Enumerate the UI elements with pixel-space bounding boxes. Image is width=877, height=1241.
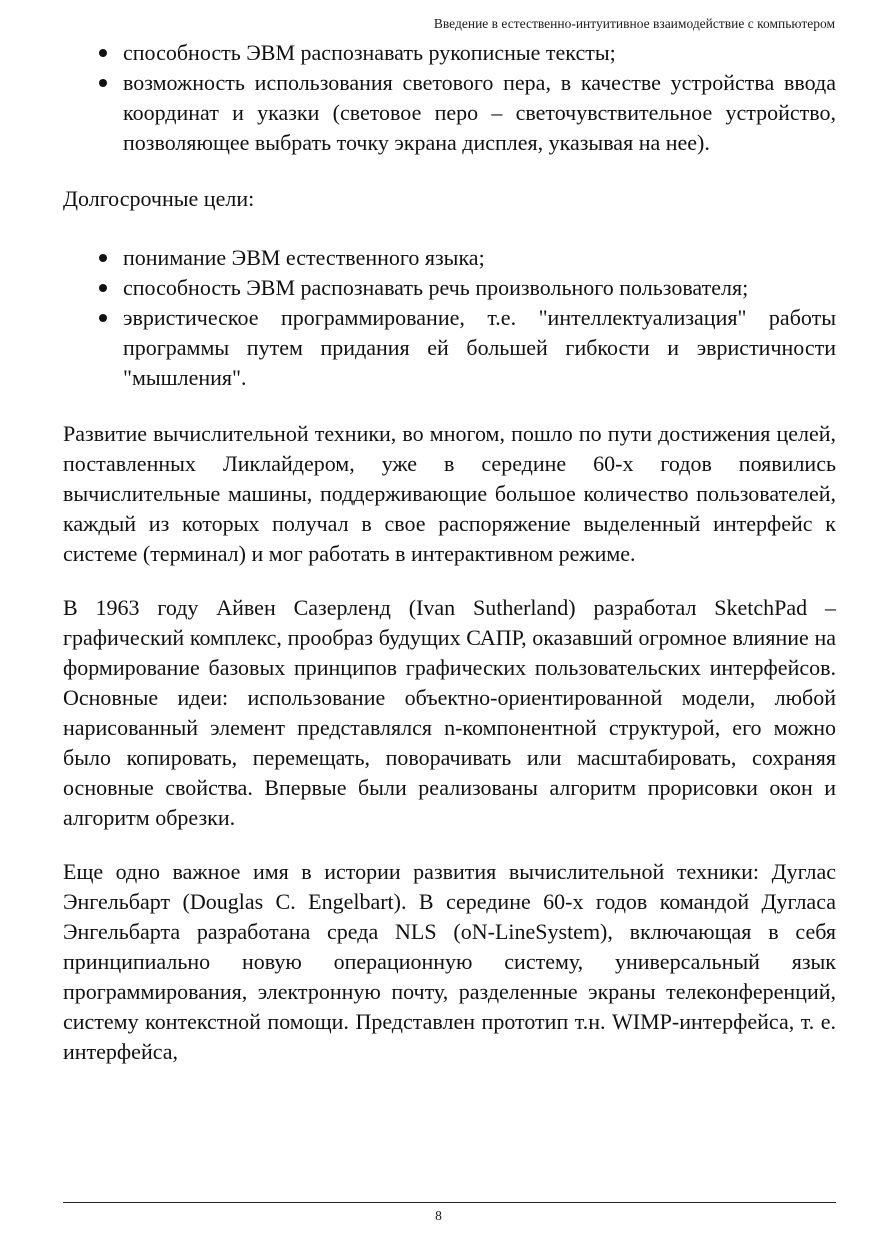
page-body — [63, 38, 836, 1067]
list-item-text: способность ЭВМ распознавать рукописные тексты; — [123, 40, 616, 65]
list-item — [123, 273, 836, 303]
bullet-icon — [99, 314, 107, 322]
paragraph: Развитие вычислительной техники, во многом, пошло по пути достижения целей, поставленных Ликлайдером, уже в середине 60-х годов появились вычислительные машины, поддерживающие большое количество пользователей, каждый из которых получал в свое распоряжение выделенный интерфейс к системе (терминал) и мог работать в интерактивном режиме. — [63, 421, 836, 566]
paragraph: Еще одно важное имя в истории развития вычислительной техники: Дуглас Энгельбарт (Douglas C. Engelbart). В середине 60-х годов командой Дугласа Энгельбарта разработана среда NLS (oN-LineSystem), включающая в себя принципиально новую операционную систему, универсальный язык программирования, электронную почту, разделенные экраны телеконференций, систему контекстной помощи. Представлен прототип т.н. WIMP-интерфейса, т. е. интерфейса, — [63, 859, 836, 1064]
running-header: Введение в естественно-интуитивное взаимодействие с компьютером — [433, 16, 835, 31]
list-item — [123, 303, 836, 393]
bullet-icon — [99, 79, 107, 87]
bullet-icon — [99, 284, 107, 292]
short-term-goals-list — [63, 38, 836, 158]
list-item-text: способность ЭВМ распознавать речь произвольного пользователя; — [123, 275, 749, 300]
paragraph: В 1963 году Айвен Сазерленд (Ivan Sutherland) разработал SketchPad – графический комплекс, прообраз будущих САПР, оказавший огромное влияние на формирование базовых принципов графических пользовательских интерфейсов. Основные идеи: использование объектно-ориентированной модели, любой нарисованный элемент представлялся n-компонентной структурой, его можно было копировать, перемещать, поворачивать или масштабировать, сохраняя основные свойства. Впервые были реализованы алгоритм прорисовки окон и алгоритм обрезки. — [63, 595, 836, 830]
bullet-icon — [99, 254, 107, 262]
long-term-goals-list — [63, 243, 836, 393]
list-item — [123, 68, 836, 158]
list-item-text: понимание ЭВМ естественного языка; — [123, 245, 485, 270]
section-heading: Долгосрочные цели: — [63, 186, 255, 211]
page-number: 8 — [435, 1208, 442, 1223]
list-item-text: эвристическое программирование, т.е. "интеллектуализация" работы программы путем придания ей большей гибкости и эвристичности "мышления". — [123, 305, 836, 390]
list-item — [123, 38, 836, 68]
list-item — [123, 243, 836, 273]
bullet-icon — [99, 49, 107, 57]
footer-divider — [63, 1202, 836, 1203]
list-item-text: возможность использования светового пера, в качестве устройства ввода координат и указки (световое перо – светочувствительное устройство, позволяющее выбрать точку экрана дисплея, указывая на нее). — [123, 70, 836, 155]
